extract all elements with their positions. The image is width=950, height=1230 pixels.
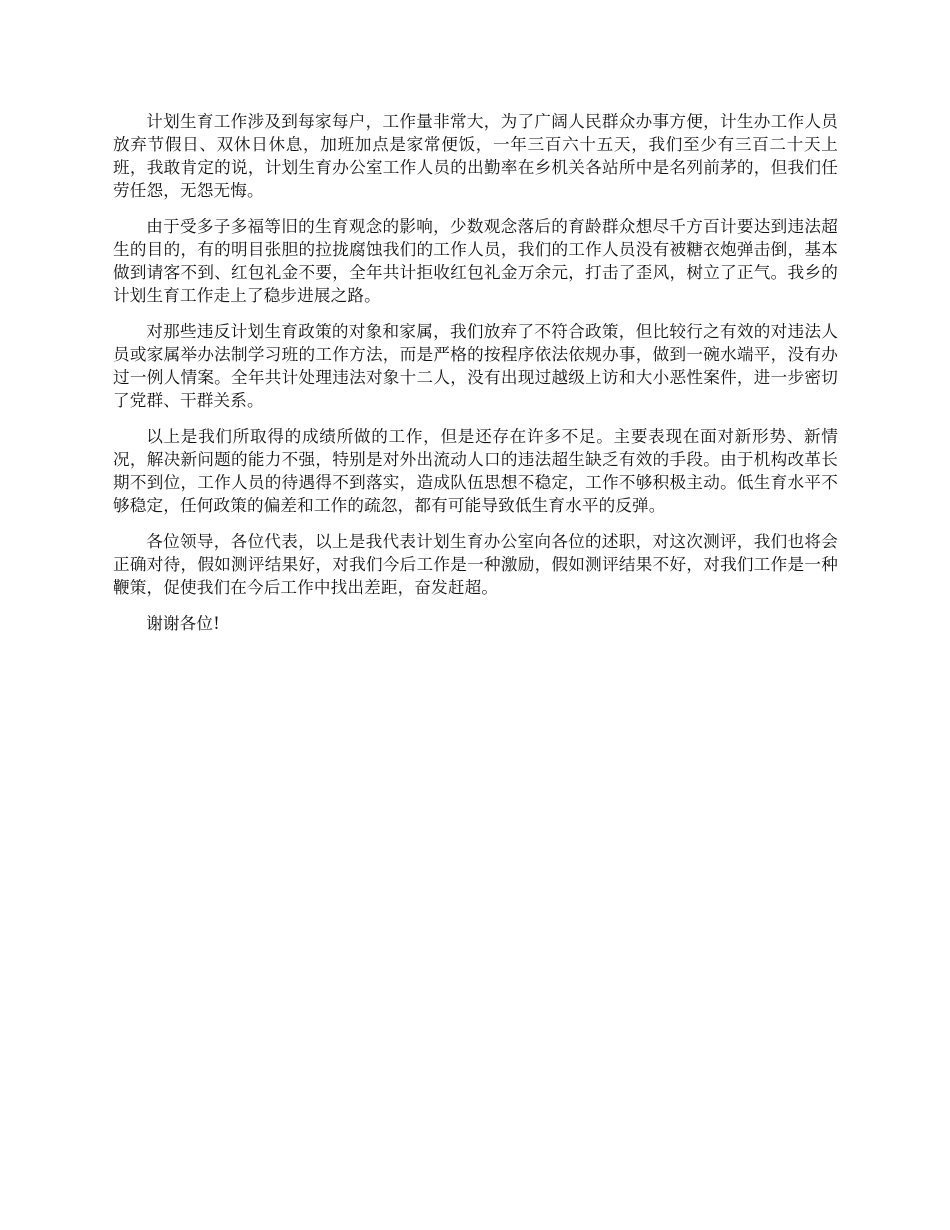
paragraph-law-enforcement: 对那些违反计划生育政策的对象和家属，我们放弃了不符合政策，但比较行之有效的对违法人员或家属举办法制学习班的工作方法，而是严格的按程序依法依规办事，做到一碗水端平，没有办过一例人情案。全年共计处理违法对象十二人，没有出现过越级上访和大小恶性案件，进一步密切了党群、干群关系。	[113, 322, 838, 410]
document-body	[113, 110, 838, 648]
paragraph-closing-remarks: 各位领导，各位代表，以上是我代表计划生育办公室向各位的述职，对这次测评，我们也将会正确对待，假如测评结果好，对我们今后工作是一种激励，假如测评结果不好，对我们工作是一种鞭策，促使我们在今后工作中找出差距，奋发赶超。	[113, 532, 838, 597]
paragraph-integrity: 由于受多子多福等旧的生育观念的影响，少数观念落后的育龄群众想尽千方百计要达到违法超生的目的，有的明目张胆的拉拢腐蚀我们的工作人员，我们的工作人员没有被糖衣炮弹击倒，基本做到请客不到、红包礼金不要，全年共计拒收红包礼金万余元，打击了歪风，树立了正气。我乡的计划生育工作走上了稳步进展之路。	[113, 217, 838, 305]
paragraph-thanks: 谢谢各位!	[146, 614, 220, 633]
paragraph-work-attendance: 计划生育工作涉及到每家每户，工作量非常大，为了广阔人民群众办事方便，计生办工作人员放弃节假日、双休日休息，加班加点是家常便饭，一年三百六十五天，我们至少有三百二十天上班，我敢肯定的说，计划生育办公室工作人员的出勤率在乡机关各站所中是名列前茅的，但我们任劳任怨，无怨无悔。	[113, 112, 838, 200]
paragraph-shortcomings: 以上是我们所取得的成绩所做的工作，但是还存在许多不足。主要表现在面对新形势、新情况，解决新问题的能力不强，特别是对外出流动人口的违法超生缺乏有效的手段。由于机构改革长期不到位，工作人员的待遇得不到落实，造成队伍思想不稳定，工作不够积极主动。低生育水平不够稳定，任何政策的偏差和工作的疏忽，都有可能导致低生育水平的反弹。	[113, 427, 838, 515]
